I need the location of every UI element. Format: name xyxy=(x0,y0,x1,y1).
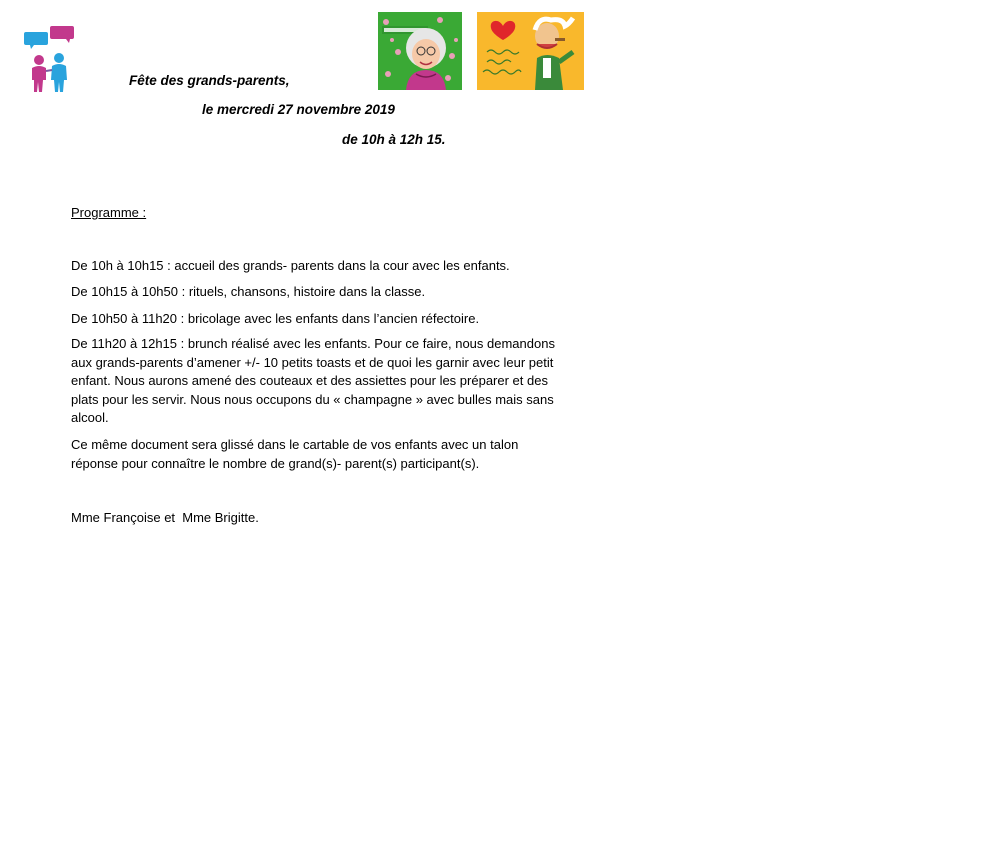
grandma-illustration xyxy=(378,12,462,90)
event-title: Fête des grands-parents, xyxy=(129,73,290,88)
programme-label: Programme : xyxy=(71,205,147,220)
programme-item: De 10h15 à 10h50 : rituels, chansons, histoire dans la classe. xyxy=(71,284,426,299)
programme-item: De 11h20 à 12h15 : brunch réalisé avec les enfants. Pour ce faire, nous demandons aux grands-parents d’amener +/- 10 petits toasts et de quoi les garnir avec leur petit enfant. Nous aurons amené des couteaux et des assiettes pour les préparer et des plats pour les servir. Nous nous occupons du « champagne » avec bulles mais sans alcool. xyxy=(71,336,555,425)
event-date: le mercredi 27 novembre 2019 xyxy=(202,102,395,117)
children-logo-icon xyxy=(22,26,78,98)
programme-item: De 10h50 à 11h20 : bricolage avec les enfants dans l’ancien réfectoire. xyxy=(71,311,480,326)
document-note: Ce même document sera glissé dans le cartable de vos enfants avec un talon réponse pour connaître le nombre de grand(s)- parent(s) participant(s). xyxy=(71,437,519,471)
signature: Mme Françoise et Mme Brigitte. xyxy=(71,510,259,525)
programme-item: De 10h à 10h15 : accueil des grands- parents dans la cour avec les enfants. xyxy=(71,258,510,273)
grandma-card-image xyxy=(378,12,462,90)
school-logo xyxy=(22,26,78,98)
grandpa-card-image xyxy=(477,12,584,90)
event-time: de 10h à 12h 15. xyxy=(342,132,446,147)
grandpa-illustration xyxy=(477,12,584,90)
